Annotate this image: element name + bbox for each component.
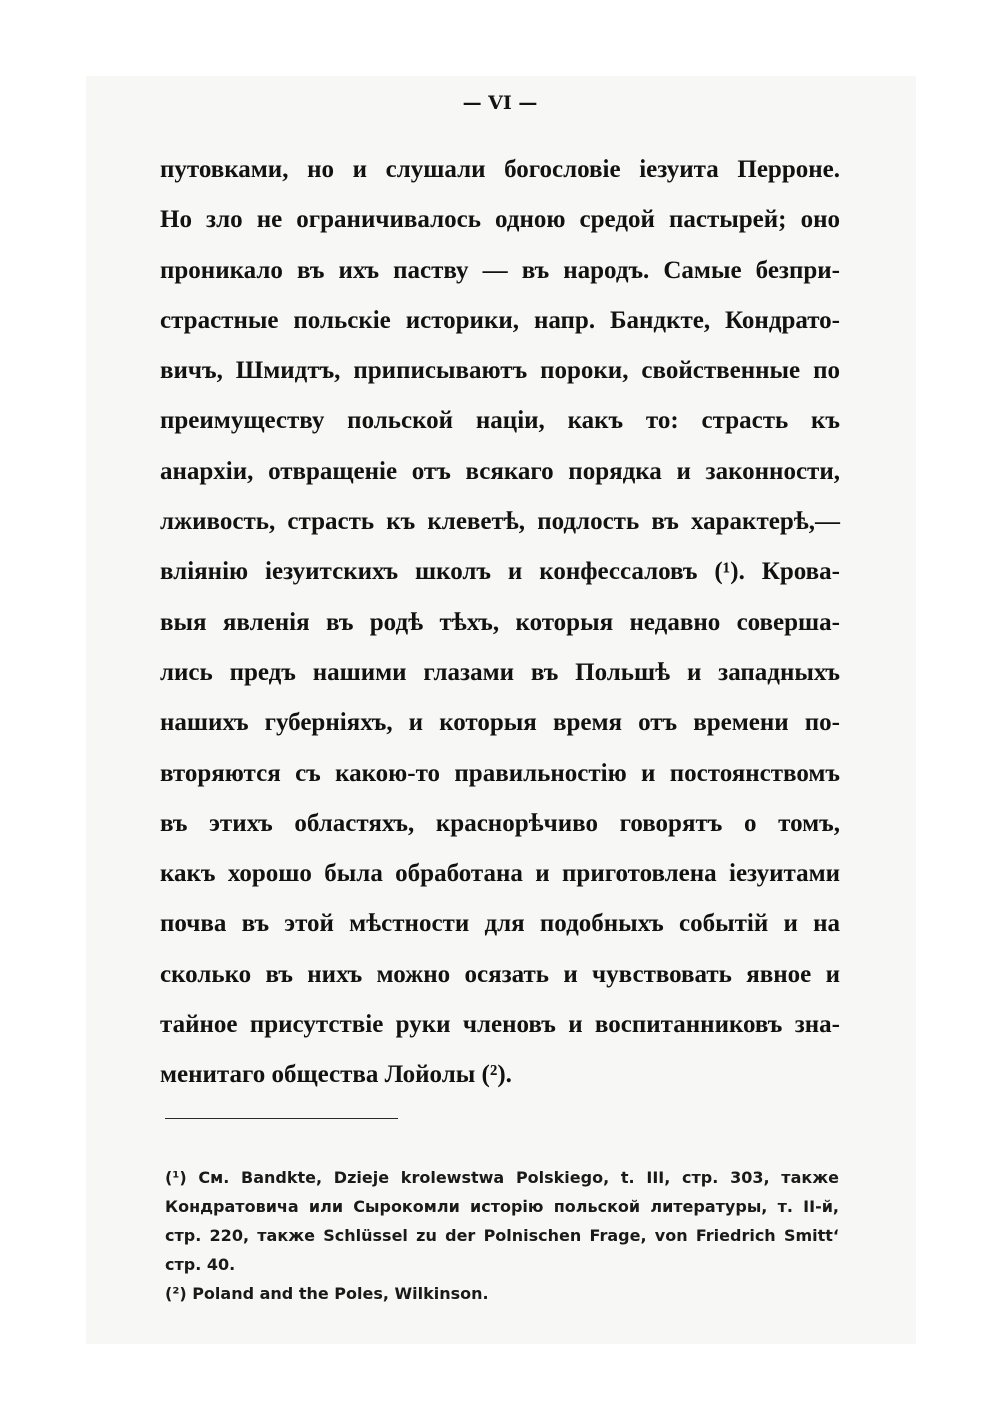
footnotes — [165, 1163, 839, 1308]
text-line: почва въ этой мѣстности для подобныхъ событій и на — [160, 910, 840, 938]
text-line: вторяются съ какою-то правильностію и постоянствомъ — [160, 759, 840, 787]
text-line: какъ хорошо была обработана и приготовлена іезуитами — [160, 860, 840, 888]
text-line: тайное присутствіе руки членовъ и воспитанниковъ зна- — [160, 1011, 840, 1039]
text-line: въ этихъ областяхъ, краснорѣчиво говорятъ о томъ, — [160, 809, 840, 837]
text-line: преимуществу польской націи, какъ то: страсть къ — [160, 407, 840, 435]
text-line: выя явленія въ родѣ тѣхъ, которыя недавно совершa- — [160, 608, 840, 636]
text-line: сколько въ нихъ можно осязать и чувствовать явное и — [160, 960, 840, 988]
footnote-line: Кондратовича или Сырокомли исторію польской литературы, т. II-й, — [165, 1197, 839, 1216]
text-line: анархіи, отвращеніе отъ всякаго порядка и законности, — [160, 457, 840, 485]
text-line: путовками, но и слушали богословіе іезуита Перроне. — [160, 156, 840, 183]
footnote-line: (¹) См. Bandkte, Dzieje krolewstwa Polskiego, t. III, стр. 303, также — [165, 1168, 839, 1187]
text-line: вичъ, Шмидтъ, приписываютъ пороки, свойственные по — [160, 357, 840, 385]
footnote-line: (²) Poland and the Poles, Wilkinson. — [165, 1284, 489, 1303]
text-line: проникало въ ихъ паству — въ народъ. Самые безпри- — [160, 256, 840, 284]
body-text — [160, 145, 840, 1101]
text-line: вліянію іезуитскихъ школъ и конфессаловъ (¹). Крова- — [160, 558, 840, 586]
text-line: менитаго общества Лойолы (²). — [160, 1061, 512, 1089]
footnote-line: стр. 220, также Schlüssel zu der Polnischen Frage, von Friedrich Smitt‘ — [165, 1226, 839, 1245]
footnote-divider — [165, 1118, 398, 1119]
text-line: Но зло не ограничивалось одною средой пастырей; оно — [160, 206, 840, 234]
text-line: лживость, страсть къ клеветѣ, подлость въ характерѣ,— — [160, 508, 840, 536]
text-line: страстные польскіе историки, напр. Бандкте, Кондрато- — [160, 306, 840, 334]
text-line: лись предъ нашими глазами въ Польшѣ и западныхъ — [160, 658, 840, 686]
page-number: — VI — — [462, 92, 538, 114]
text-line: нашихъ губерніяхъ, и которыя время отъ времени по- — [160, 709, 840, 737]
footnote-line: стр. 40. — [165, 1255, 236, 1274]
